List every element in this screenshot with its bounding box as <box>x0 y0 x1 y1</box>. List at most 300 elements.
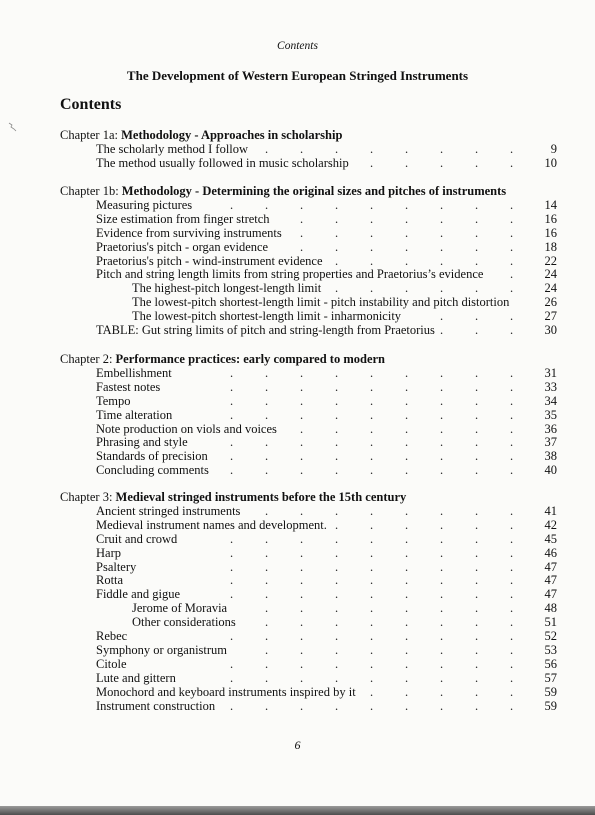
leader-dot: . <box>440 239 444 254</box>
toc-page-number: 42 <box>544 517 557 532</box>
leader-dot: . <box>475 698 479 713</box>
toc-entry <box>96 449 557 463</box>
leader-dot: . <box>510 601 514 616</box>
leader-dot: . <box>440 323 444 337</box>
leader-dot: . <box>300 670 304 685</box>
toc-entry <box>96 226 557 240</box>
leader-dot: . <box>370 281 374 296</box>
chapter-title: Methodology - Determining the original sizes and pitches of instruments <box>121 184 507 198</box>
leader-dot: . <box>405 629 409 643</box>
leader-dot: . <box>510 615 514 630</box>
leader-dot: . <box>300 656 304 671</box>
leader-dot: . <box>230 463 234 478</box>
toc-page-number: 16 <box>544 225 557 240</box>
leader-dot: . <box>370 379 374 394</box>
toc-page-number: 47 <box>544 573 557 588</box>
leader-dot: . <box>440 435 444 450</box>
leader-dot: . <box>335 197 339 212</box>
toc-entry-text: The lowest-pitch shortest-length limit - inharmonicity <box>132 309 402 324</box>
leader-dot: . <box>475 573 479 588</box>
leader-dot: . <box>335 211 339 226</box>
leader-dot: . <box>335 587 339 602</box>
leader-dot: . <box>230 629 234 643</box>
leader-dot: . <box>265 656 269 671</box>
toc-entry-text: Pitch and string length limits from string properties and Praetorius’s evidence <box>96 267 484 282</box>
leader-dot: . <box>300 239 304 254</box>
leader-dot: . <box>510 449 514 464</box>
chapter-label: Chapter 1a: <box>60 128 118 142</box>
leader-dot: . <box>405 615 409 630</box>
leader-dot: . <box>475 421 479 436</box>
toc-page-number: 53 <box>544 642 557 657</box>
leader-dot: . <box>440 155 444 170</box>
toc-entry-text: The scholarly method I follow <box>96 141 249 156</box>
leader-dot: . <box>440 531 444 546</box>
toc-entry-text: Psaltery <box>96 559 137 574</box>
leader-dot: . <box>510 323 514 337</box>
leader-dot: . <box>265 407 269 422</box>
toc-page-number: 47 <box>544 559 557 574</box>
leader-dot: . <box>230 407 234 422</box>
toc-entry <box>132 615 557 629</box>
leader-dot: . <box>265 615 269 630</box>
leader-dot: . <box>475 545 479 560</box>
toc-page-number: 52 <box>544 629 557 643</box>
leader-dot: . <box>335 449 339 464</box>
toc-entry <box>96 587 557 601</box>
leader-dot: . <box>335 545 339 560</box>
toc-page-number: 45 <box>544 531 557 546</box>
leader-dot: . <box>335 379 339 394</box>
leader-dot: . <box>335 503 339 518</box>
leader-dot: . <box>510 531 514 546</box>
leader-dot: . <box>230 559 234 574</box>
toc-entry <box>96 629 557 643</box>
leader-dot: . <box>335 365 339 380</box>
leader-dot: . <box>510 309 514 324</box>
leader-dot: . <box>300 545 304 560</box>
leader-dot: . <box>510 463 514 478</box>
leader-dot: . <box>335 559 339 574</box>
leader-dot: . <box>300 531 304 546</box>
leader-dot: . <box>475 281 479 296</box>
leader-dot: . <box>510 656 514 671</box>
leader-dot: . <box>370 155 374 170</box>
leader-dot: . <box>370 239 374 254</box>
chapter-heading <box>60 490 406 504</box>
leader-dot: . <box>510 281 514 296</box>
leader-dot: . <box>405 155 409 170</box>
leader-dot: . <box>370 517 374 532</box>
leader-dot: . <box>405 141 409 156</box>
leader-dot: . <box>475 141 479 156</box>
leader-dot: . <box>265 463 269 478</box>
leader-dot: . <box>510 253 514 268</box>
leader-dot: . <box>475 642 479 657</box>
toc-page-number: 48 <box>544 601 557 616</box>
toc-entry-text: Medieval instrument names and development. <box>96 517 327 532</box>
chapter-heading <box>60 128 342 142</box>
toc-entry-text: Praetorius's pitch - wind-instrument evidence <box>96 253 323 268</box>
toc-page-number: 31 <box>544 365 557 380</box>
leader-dot: . <box>510 197 514 212</box>
toc-entry <box>96 560 557 574</box>
toc-entry-text: Fiddle and gigue <box>96 587 181 602</box>
toc-entry <box>96 212 557 226</box>
leader-dot: . <box>440 601 444 616</box>
leader-dot: . <box>300 379 304 394</box>
chapter-title: Medieval stringed instruments before the 15th century <box>115 490 407 504</box>
leader-dot: . <box>440 503 444 518</box>
leader-dot: . <box>300 587 304 602</box>
leader-dot: . <box>440 615 444 630</box>
leader-dot: . <box>265 365 269 380</box>
leader-dot: . <box>440 463 444 478</box>
leader-dot: . <box>440 517 444 532</box>
toc-page-number: 33 <box>544 379 557 394</box>
leader-dot: . <box>440 253 444 268</box>
toc-entry-text: Measuring pictures <box>96 197 193 212</box>
leader-dot: . <box>510 587 514 602</box>
leader-dot: . <box>405 211 409 226</box>
scan-edge-shadow <box>0 806 595 815</box>
leader-dot: . <box>405 601 409 616</box>
leader-dot: . <box>510 239 514 254</box>
leader-dot: . <box>475 463 479 478</box>
running-head: Contents <box>277 40 318 52</box>
chapter-title: Methodology - Approaches in scholarship <box>121 128 343 142</box>
leader-dot: . <box>405 642 409 657</box>
leader-dot: . <box>440 559 444 574</box>
leader-dot: . <box>475 601 479 616</box>
toc-entry <box>96 156 557 170</box>
leader-dot: . <box>370 684 374 699</box>
toc-entry <box>96 366 557 380</box>
leader-dot: . <box>510 155 514 170</box>
leader-dot: . <box>405 573 409 588</box>
leader-dot: . <box>510 559 514 574</box>
leader-dot: . <box>300 503 304 518</box>
leader-dot: . <box>370 656 374 671</box>
leader-dot: . <box>230 531 234 546</box>
leader-dot: . <box>300 559 304 574</box>
leader-dot: . <box>370 225 374 240</box>
leader-dot: . <box>370 141 374 156</box>
leader-dot: . <box>335 517 339 532</box>
leader-dot: . <box>300 463 304 478</box>
leader-dot: . <box>335 281 339 296</box>
toc-page-number: 9 <box>550 141 557 156</box>
leader-dot: . <box>475 407 479 422</box>
toc-entry <box>96 643 557 657</box>
leader-dot: . <box>440 587 444 602</box>
leader-dot: . <box>300 629 304 643</box>
leader-dot: . <box>405 435 409 450</box>
leader-dot: . <box>370 463 374 478</box>
toc-entry-text: Size estimation from finger stretch <box>96 211 270 226</box>
leader-dot: . <box>405 379 409 394</box>
leader-dot: . <box>440 698 444 713</box>
toc-entry-text: Fastest notes <box>96 379 161 394</box>
leader-dot: . <box>405 225 409 240</box>
leader-dot: . <box>335 615 339 630</box>
leader-dot: . <box>370 393 374 408</box>
leader-dot: . <box>265 393 269 408</box>
leader-dot: . <box>510 573 514 588</box>
leader-dot: . <box>440 421 444 436</box>
leader-dot: . <box>510 629 514 643</box>
leader-dot: . <box>265 698 269 713</box>
leader-dot: . <box>335 141 339 156</box>
leader-dot: . <box>510 684 514 699</box>
leader-dot: . <box>300 365 304 380</box>
leader-dot: . <box>475 670 479 685</box>
leader-dot: . <box>300 698 304 713</box>
leader-dot: . <box>370 573 374 588</box>
toc-entry-text: Rotta <box>96 573 124 588</box>
toc-page-number: 27 <box>544 309 557 324</box>
leader-dot: . <box>405 698 409 713</box>
leader-dot: . <box>405 684 409 699</box>
toc-entry <box>96 699 557 713</box>
chapter-label: Chapter 2: <box>60 352 113 366</box>
toc-entry-text: Cruit and crowd <box>96 531 178 546</box>
leader-dot: . <box>510 698 514 713</box>
leader-dot: . <box>300 197 304 212</box>
toc-entry <box>132 309 557 323</box>
leader-dot: . <box>440 225 444 240</box>
leader-dot: . <box>230 449 234 464</box>
leader-dot: . <box>440 365 444 380</box>
toc-entry <box>96 267 557 281</box>
leader-dot: . <box>510 211 514 226</box>
leader-dot: . <box>405 421 409 436</box>
leader-dot: . <box>440 642 444 657</box>
leader-dot: . <box>440 211 444 226</box>
chapter-label: Chapter 1b: <box>60 184 119 198</box>
toc-page-number: 16 <box>544 211 557 226</box>
toc-entry <box>132 295 557 309</box>
leader-dot: . <box>440 670 444 685</box>
leader-dot: . <box>265 573 269 588</box>
leader-dot: . <box>510 267 514 282</box>
leader-dot: . <box>405 587 409 602</box>
toc-entry-text: Concluding comments <box>96 463 209 478</box>
chapter-title: Performance practices: early compared to modern <box>115 352 386 366</box>
leader-dot: . <box>230 587 234 602</box>
leader-dot: . <box>475 155 479 170</box>
toc-entry <box>96 142 557 156</box>
leader-dot: . <box>370 587 374 602</box>
leader-dot: . <box>335 435 339 450</box>
toc-page-number: 26 <box>544 295 557 310</box>
leader-dot: . <box>300 211 304 226</box>
leader-dot: . <box>370 629 374 643</box>
toc-page-number: 59 <box>544 698 557 713</box>
book-title: The Development of Western European Stringed Instruments <box>126 68 469 83</box>
leader-dot: . <box>475 239 479 254</box>
leader-dot: . <box>405 463 409 478</box>
leader-dot: . <box>265 559 269 574</box>
leader-dot: . <box>475 517 479 532</box>
toc-page-number: 46 <box>544 545 557 560</box>
leader-dot: . <box>370 559 374 574</box>
leader-dot: . <box>475 559 479 574</box>
leader-dot: . <box>370 545 374 560</box>
leader-dot: . <box>405 503 409 518</box>
toc-entry <box>96 573 557 587</box>
leader-dot: . <box>370 407 374 422</box>
leader-dot: . <box>475 253 479 268</box>
leader-dot: . <box>335 601 339 616</box>
toc-entry-text: Phrasing and style <box>96 435 188 450</box>
leader-dot: . <box>475 309 479 324</box>
toc-entry-text: Embellishment <box>96 365 172 380</box>
leader-dot: . <box>370 503 374 518</box>
toc-entry-text: Monochord and keyboard instruments inspired by it <box>96 684 356 699</box>
toc-entry-text: Praetorius's pitch - organ evidence <box>96 239 269 254</box>
leader-dot: . <box>510 407 514 422</box>
chapter-heading <box>60 184 506 198</box>
leader-dot: . <box>230 545 234 560</box>
leader-dot: . <box>440 379 444 394</box>
leader-dot: . <box>335 393 339 408</box>
leader-dot: . <box>370 197 374 212</box>
leader-dot: . <box>265 435 269 450</box>
leader-dot: . <box>265 545 269 560</box>
toc-entry-text: Jerome of Moravia <box>132 601 228 616</box>
leader-dot: . <box>475 435 479 450</box>
leader-dot: . <box>440 141 444 156</box>
leader-dot: . <box>370 601 374 616</box>
leader-dot: . <box>475 225 479 240</box>
leader-dot: . <box>265 197 269 212</box>
leader-dot: . <box>230 435 234 450</box>
leader-dot: . <box>440 197 444 212</box>
leader-dot: . <box>335 642 339 657</box>
toc-entry <box>96 422 557 436</box>
leader-dot: . <box>300 421 304 436</box>
leader-dot: . <box>265 670 269 685</box>
leader-dot: . <box>230 656 234 671</box>
leader-dot: . <box>230 698 234 713</box>
leader-dot: . <box>300 601 304 616</box>
leader-dot: . <box>510 379 514 394</box>
toc-page-number: 38 <box>544 449 557 464</box>
leader-dot: . <box>405 393 409 408</box>
toc-entry-text: Evidence from surviving instruments <box>96 225 282 240</box>
leader-dot: . <box>440 281 444 296</box>
toc-page-number: 47 <box>544 587 557 602</box>
toc-entry-text: Note production on viols and voices <box>96 421 277 436</box>
toc-page-number: 59 <box>544 684 557 699</box>
leader-dot: . <box>230 197 234 212</box>
toc-page-number: 41 <box>544 503 557 518</box>
toc-entry <box>96 657 557 671</box>
toc-page-number: 34 <box>544 393 557 408</box>
leader-dot: . <box>510 393 514 408</box>
leader-dot: . <box>370 642 374 657</box>
toc-entry <box>96 394 557 408</box>
leader-dot: . <box>300 393 304 408</box>
leader-dot: . <box>335 670 339 685</box>
toc-entry-text: Citole <box>96 656 127 671</box>
leader-dot: . <box>405 281 409 296</box>
leader-dot: . <box>510 670 514 685</box>
toc-page-number: 35 <box>544 407 557 422</box>
toc-entry-text: The highest-pitch longest-length limit <box>132 281 322 296</box>
toc-page-number: 57 <box>544 670 557 685</box>
toc-entry-text: Lute and gittern <box>96 670 176 685</box>
leader-dot: . <box>335 421 339 436</box>
leader-dot: . <box>265 601 269 616</box>
leader-dot: . <box>370 253 374 268</box>
leader-dot: . <box>370 698 374 713</box>
toc-entry <box>96 532 557 546</box>
leader-dot: . <box>475 393 479 408</box>
leader-dot: . <box>370 670 374 685</box>
leader-dot: . <box>370 449 374 464</box>
scan-speck-mark <box>8 122 18 132</box>
toc-entry-text: Other considerations <box>132 615 236 630</box>
leader-dot: . <box>440 393 444 408</box>
toc-entry-text: TABLE: Gut string limits of pitch and string-length from Praetorius <box>96 323 435 337</box>
leader-dot: . <box>335 629 339 643</box>
toc-page-number: 40 <box>544 463 557 478</box>
leader-dot: . <box>510 435 514 450</box>
toc-entry-text: Tempo <box>96 393 131 408</box>
chapter-label: Chapter 3: <box>60 490 113 504</box>
toc-entry <box>96 463 557 477</box>
leader-dot: . <box>230 670 234 685</box>
leader-dot: . <box>405 239 409 254</box>
leader-dot: . <box>510 545 514 560</box>
toc-entry <box>96 504 557 518</box>
toc-entry-text: The method usually followed in music scholarship <box>96 155 349 170</box>
leader-dot: . <box>265 642 269 657</box>
leader-dot: . <box>405 197 409 212</box>
leader-dot: . <box>230 365 234 380</box>
toc-page-number: 22 <box>544 253 557 268</box>
toc-entry-text: The lowest-pitch shortest-length limit - pitch instability and pitch distortion <box>132 295 510 310</box>
leader-dot: . <box>265 379 269 394</box>
toc-entry-text: Symphony or organistrum <box>96 642 228 657</box>
leader-dot: . <box>440 407 444 422</box>
leader-dot: . <box>475 503 479 518</box>
leader-dot: . <box>405 449 409 464</box>
leader-dot: . <box>440 449 444 464</box>
toc-page-number: 36 <box>544 421 557 436</box>
leader-dot: . <box>335 253 339 268</box>
leader-dot: . <box>475 656 479 671</box>
leader-dot: . <box>440 684 444 699</box>
leader-dot: . <box>230 379 234 394</box>
leader-dot: . <box>300 615 304 630</box>
leader-dot: . <box>300 573 304 588</box>
leader-dot: . <box>405 545 409 560</box>
leader-dot: . <box>300 449 304 464</box>
leader-dot: . <box>475 379 479 394</box>
leader-dot: . <box>335 225 339 240</box>
leader-dot: . <box>370 211 374 226</box>
leader-dot: . <box>370 615 374 630</box>
leader-dot: . <box>370 435 374 450</box>
toc-entry <box>96 323 557 337</box>
leader-dot: . <box>475 629 479 643</box>
leader-dot: . <box>475 323 479 337</box>
toc-page-number: 14 <box>544 197 557 212</box>
toc-entry-text: Time alteration <box>96 407 173 422</box>
